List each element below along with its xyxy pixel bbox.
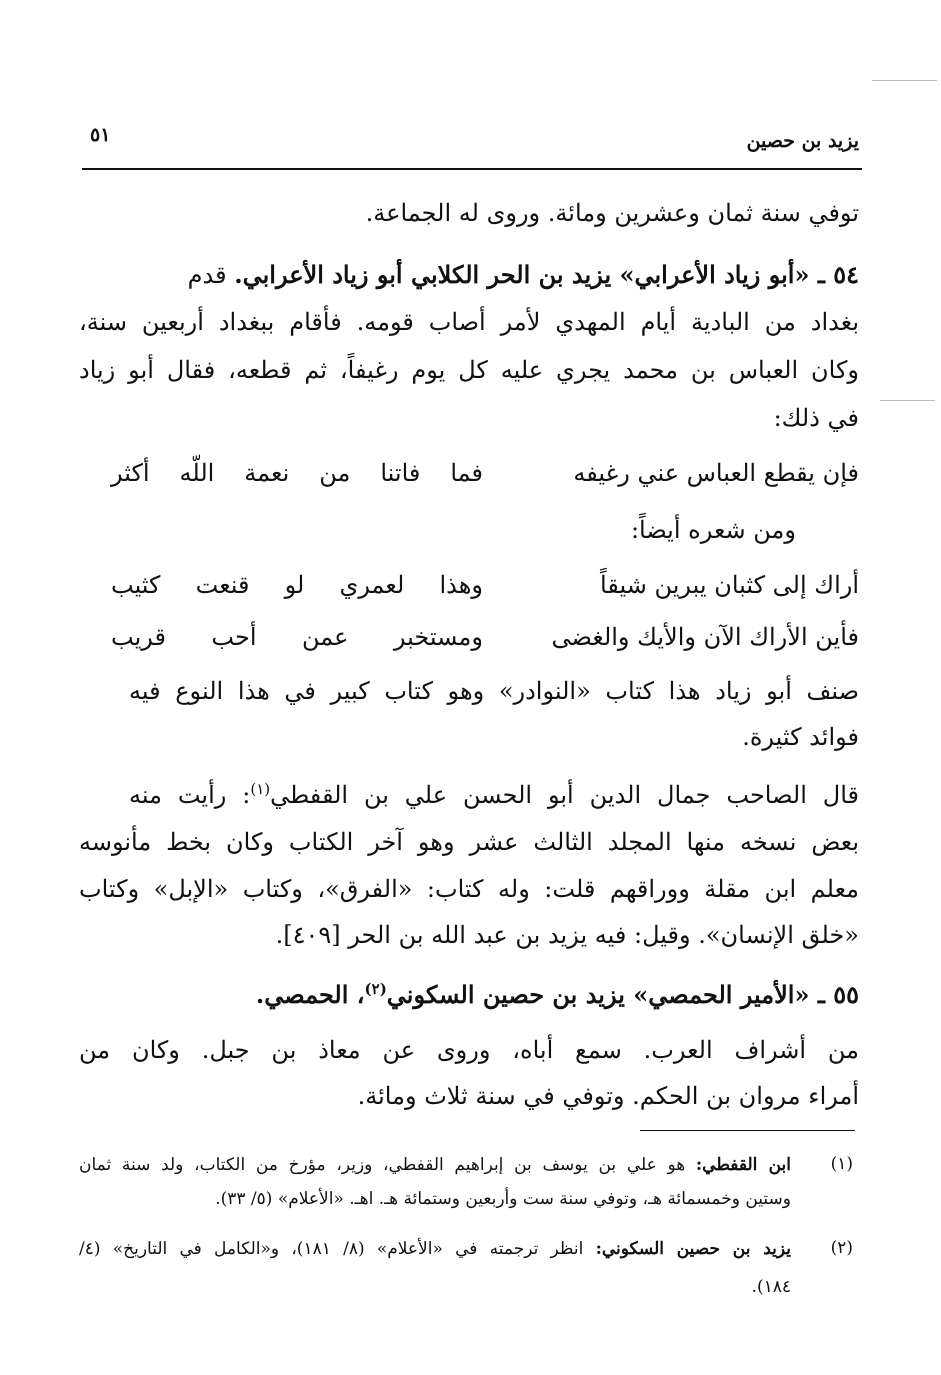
verse-2-first-hemistich: أراك إلى كثبان يبرين شيقاً <box>600 571 859 599</box>
footnote-1-text: هو علي بن يوسف بن إبراهيم القفطي، وزير، مؤرخ من الكتاب، ولد سنة ثمان <box>79 1155 686 1175</box>
quote-line <box>129 778 859 812</box>
verse-1-first-hemistich: فإن يقطع العباس عني رغيفه <box>573 459 859 487</box>
quote-line-text-end: : رأيت منه <box>129 781 251 809</box>
entry-55-heading <box>256 978 859 1012</box>
scan-mark <box>880 400 935 401</box>
footnote-separator <box>640 1130 855 1131</box>
header-rule <box>82 168 862 170</box>
footnote-ref-2: (٢) <box>364 980 387 998</box>
running-header-title: يزيد بن حصين <box>746 130 859 152</box>
text-line: ومن شعره أيضاً: <box>630 516 796 544</box>
footnote-2-text: انظر ترجمته في «الأعلام» (٨/ ١٨١)، و«الكامل في التاريخ» (٤/ <box>79 1239 584 1259</box>
text-line: صنف أبو زياد هذا كتاب «النوادر» وهو كتاب كبير في هذا النوع فيه <box>129 677 859 705</box>
text-line: بغداد من البادية أيام المهدي لأمر أصاب قومه. فأقام ببغداد أربعين سنة، <box>79 308 859 336</box>
entry-54-heading-line <box>79 258 859 292</box>
verse-1-second-hemistich: فما فاتنا من نعمة اللّه أكثر <box>111 459 483 487</box>
footnote-1-number: (١) <box>830 1154 853 1174</box>
text-line: وكان العباس بن محمد يجري عليه كل يوم رغيفاً، ثم قطعه، فقال أبو زياد <box>79 356 859 384</box>
entry-55-heading-end: ، الحمصي. <box>255 980 365 1009</box>
verse-3-second-hemistich: ومستخبر عمن أحب قريب <box>111 623 483 651</box>
footnote-2-name: يزيد بن حصين السكوني: <box>595 1239 791 1259</box>
footnote-2-line-1 <box>79 1236 791 1262</box>
footnote-ref-1: (١) <box>250 780 271 798</box>
text-line: في ذلك: <box>773 404 859 432</box>
footnote-1-line-2: وستين وخمسمائة هـ، وتوفي سنة ست وأربعين وستمائة هـ. اهـ. «الأعلام» (٥/ ٣٣). <box>215 1189 791 1209</box>
verse-2-second-hemistich: وهذا لعمري لو قنعت كثيب <box>111 571 483 599</box>
footnote-2-number: (٢) <box>830 1238 853 1258</box>
entry-54-heading: ٥٤ ـ «أبو زياد الأعرابي» يزيد بن الحر الكلابي أبو زياد الأعرابي. <box>234 260 859 289</box>
text-line: «خلق الإنسان». وقيل: فيه يزيد بن عبد الله بن الحر [٤٠٩]. <box>275 921 859 949</box>
text-line: بعض نسخه منها المجلد الثالث عشر وهو آخر الكتاب وكان بخط مأنوسه <box>79 828 859 856</box>
text-line: أمراء مروان بن الحكم. وتوفي في سنة ثلاث ومائة. <box>357 1082 859 1110</box>
footnote-2-line-2: ١٨٤). <box>751 1277 791 1297</box>
text-line: توفي سنة ثمان وعشرين ومائة. وروى له الجماعة. <box>365 199 859 227</box>
page-number: ٥١ <box>90 124 111 146</box>
footnote-1-name: ابن القفطي: <box>695 1155 791 1175</box>
scan-mark <box>872 80 937 81</box>
footnote-1-line-1 <box>79 1152 791 1178</box>
text-line: من أشراف العرب. سمع أباه، وروى عن معاذ بن جبل. وكان من <box>79 1036 859 1064</box>
entry-54-heading-tail: قدم <box>187 261 227 289</box>
entry-55-heading-text: ٥٥ ـ «الأمير الحمصي» يزيد بن حصين السكوني <box>386 980 859 1009</box>
text-line: معلم ابن مقلة ووراقهم قلت: وله كتاب: «الفرق»، وكتاب «الإبل» وكتاب <box>79 875 860 903</box>
text-line: فوائد كثيرة. <box>742 723 859 751</box>
verse-3-first-hemistich: فأين الأراك الآن والأيك والغضى <box>551 623 859 651</box>
quote-line-text: قال الصاحب جمال الدين أبو الحسن علي بن القفطي <box>270 781 859 809</box>
